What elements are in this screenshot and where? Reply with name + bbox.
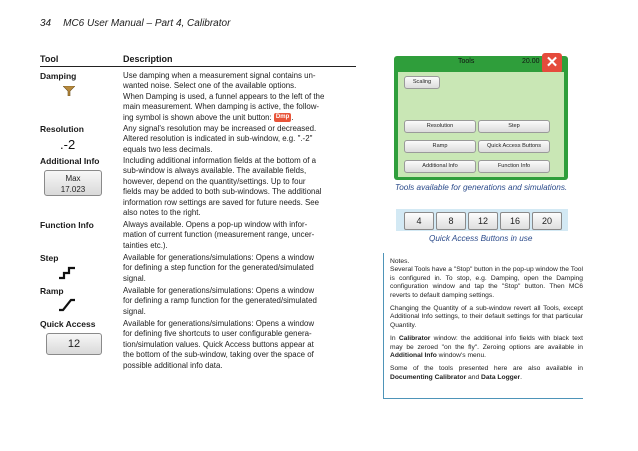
- desc-line: fields may be added to both sub-windows. The additional: [123, 187, 322, 197]
- description-damping: [123, 71, 356, 123]
- notes-bold: Documenting Calibrator: [390, 373, 467, 381]
- desc-line: signal.: [123, 273, 146, 283]
- function-info-button[interactable]: Function Info: [478, 160, 550, 173]
- quick-access-button-1[interactable]: 4: [404, 212, 434, 230]
- notes-title: Notes.: [390, 258, 410, 265]
- step-button[interactable]: Step: [478, 120, 550, 133]
- additional-info-button[interactable]: Additional Info: [404, 160, 476, 173]
- funnel-icon: [63, 86, 75, 96]
- desc-line: possible additional info data.: [123, 360, 223, 370]
- desc-line: also notes to the right.: [123, 208, 201, 218]
- resolution-button[interactable]: Resolution: [404, 120, 476, 133]
- notes-paragraph: Several Tools have a "Stop" button in the pop-up window the Tool is configured in. To stop, e.g. Damping, open the Damping configuration window and tap the "Stop" button. Then MC6 reverts to default damping settings.: [390, 266, 583, 299]
- quick-access-caption: Quick Access Buttons in use: [429, 234, 533, 243]
- notes-box: [383, 253, 583, 399]
- quick-access-button-5[interactable]: 20: [532, 212, 562, 230]
- damping-badge-icon: Dmp: [275, 114, 290, 121]
- tools-panel: [398, 72, 564, 177]
- desc-line: Available for generations/simulations: Opens a window: [123, 286, 315, 295]
- desc-line: Including additional information fields at the bottom of a: [123, 156, 317, 165]
- quick-access-example-button: 12: [46, 333, 102, 355]
- desc-line: Any signal's resolution may be increased or decreased.: [123, 124, 317, 133]
- description-step: [123, 253, 356, 284]
- notes-text: and: [466, 373, 482, 381]
- desc-line: tion/simulation values. Quick Access buttons appear at: [123, 339, 314, 349]
- tool-name-function-info: Function Info: [40, 220, 94, 230]
- notes-text: window: the additional info fields with black text may be zeroed "on the fly". Zeroing options are available in: [390, 335, 583, 351]
- description-resolution: [123, 124, 356, 155]
- desc-line: mation of current function (measurement range, uncer-: [123, 230, 315, 240]
- close-icon[interactable]: ✕: [542, 53, 562, 73]
- notes-paragraph: [390, 335, 583, 360]
- quick-access-bar: [396, 209, 568, 231]
- tool-name-ramp: Ramp: [40, 286, 64, 296]
- tools-value: 20.00: [522, 58, 540, 65]
- desc-line: for defining five shortcuts to user configurable genera-: [123, 329, 312, 339]
- desc-line: Available for generations/simulations: Opens a window: [123, 253, 315, 262]
- desc-line: main measurement. When damping is active, the follow-: [123, 102, 320, 112]
- notes-bold: Calibrator: [398, 335, 431, 343]
- tool-name-quick-access: Quick Access: [40, 319, 96, 329]
- desc-line: ing symbol is shown above the unit button: Dmp .: [123, 112, 294, 122]
- quick-access-buttons-button[interactable]: Quick Access Buttons: [478, 140, 550, 153]
- desc-text: ing symbol is shown above the unit button:: [123, 112, 272, 122]
- desc-line: the bottom of the sub-window, taking over the space of: [123, 350, 314, 360]
- page-header: [40, 18, 230, 29]
- notes-bold: Data Logger: [481, 373, 521, 381]
- tools-title-bar: [394, 56, 568, 70]
- tool-name-damping: Damping: [40, 71, 77, 81]
- field-value: 17.023: [60, 185, 86, 194]
- desc-line: however, depend on the quantity/settings. Up to four: [123, 176, 306, 186]
- tool-name-step: Step: [40, 253, 59, 263]
- resolution-example: .-2: [60, 137, 76, 152]
- column-header-tool: Tool: [40, 54, 59, 64]
- step-icon: [58, 266, 76, 280]
- description-function-info: [123, 220, 356, 251]
- desc-line: Always available. Opens a pop-up window with infor-: [123, 220, 308, 229]
- desc-line: equals two less decimals.: [123, 144, 213, 154]
- ramp-icon: [58, 298, 76, 312]
- tools-title: Tools: [458, 58, 475, 65]
- ramp-button[interactable]: Ramp: [404, 140, 476, 153]
- quick-access-button-2[interactable]: 8: [436, 212, 466, 230]
- desc-line: for defining a step function for the generated/simulated: [123, 263, 314, 273]
- notes-text: window's menu.: [436, 352, 487, 360]
- description-quick-access: [123, 319, 356, 371]
- additional-info-field: [44, 170, 102, 196]
- desc-line: When Damping is used, a funnel appears to the left of the: [123, 91, 325, 101]
- description-additional-info: [123, 156, 356, 218]
- desc-line: information row settings are saved for future needs. See: [123, 197, 320, 207]
- notes-text: Some of the tools presented here are also available in: [390, 365, 583, 373]
- field-label: Max: [65, 174, 81, 183]
- tools-caption: Tools available for generations and simulations.: [395, 183, 568, 192]
- manual-title: MC6 User Manual – Part 4, Calibrator: [63, 18, 231, 29]
- desc-line: tainties etc.).: [123, 240, 168, 250]
- desc-line: Available for generations/simulations: Opens a window: [123, 319, 315, 328]
- scaling-button[interactable]: Scaling: [404, 76, 440, 89]
- header-rule: [40, 66, 356, 67]
- desc-line: wanted noise. Select one of the available options.: [123, 81, 297, 91]
- desc-line: sub-window is always available. The available fields,: [123, 166, 307, 176]
- desc-line: Use damping when a measurement signal contains un-: [123, 71, 316, 80]
- notes-bold: Additional Info: [390, 352, 437, 360]
- quick-access-button-4[interactable]: 16: [500, 212, 530, 230]
- tool-name-additional-info: Additional Info: [40, 156, 100, 166]
- desc-line: signal.: [123, 306, 146, 316]
- notes-text: In: [390, 335, 399, 343]
- quick-access-button-3[interactable]: 12: [468, 212, 498, 230]
- tools-window: [394, 56, 568, 180]
- desc-line: for defining a ramp function for the generated/simulated: [123, 296, 317, 306]
- notes-paragraph: [390, 365, 583, 382]
- desc-line: Altered resolution is indicated in sub-window, e.g. ".-2": [123, 134, 313, 144]
- notes-text: .: [520, 373, 522, 381]
- description-ramp: [123, 286, 356, 317]
- page-number: 34: [40, 18, 52, 29]
- column-header-description: Description: [123, 54, 173, 64]
- notes-paragraph: Changing the Quantity of a sub-window revert all Tools, except Additional Info settings, to their default settings for that particular Quantity.: [390, 305, 583, 329]
- tool-name-resolution: Resolution: [40, 124, 84, 134]
